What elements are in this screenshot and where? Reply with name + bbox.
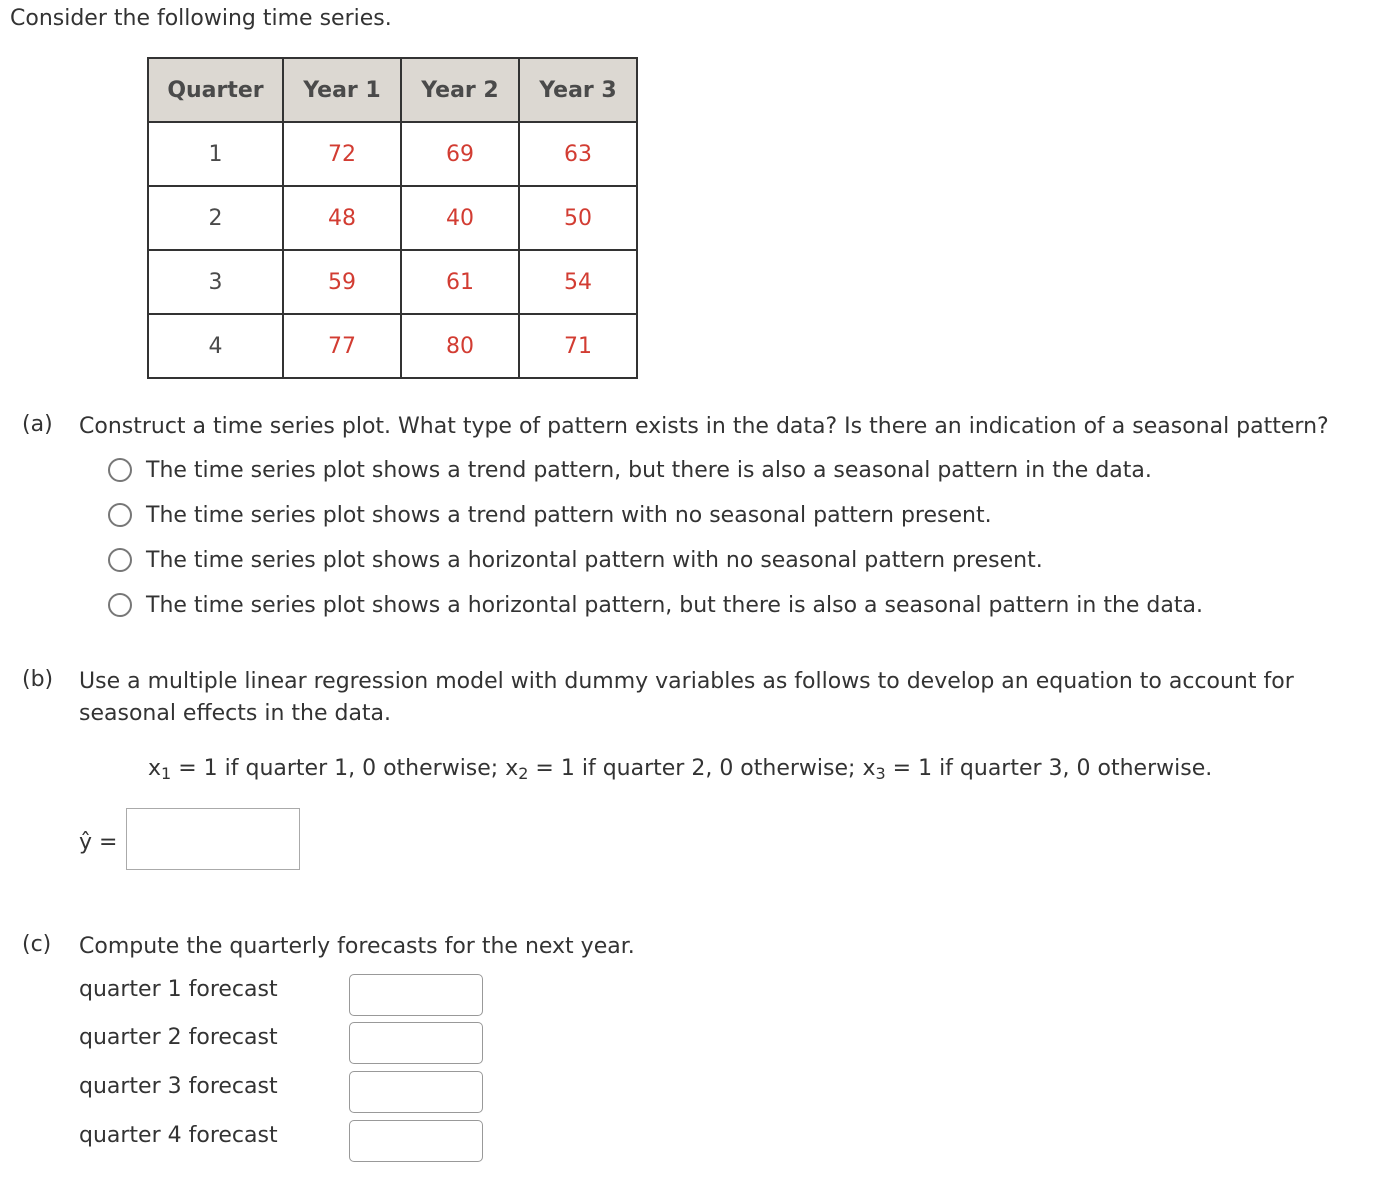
part-a-question: Construct a time series plot. What type of pattern exists in the data? Is there an indication of a seasonal pattern? bbox=[79, 414, 1329, 439]
value-cell: 63 bbox=[519, 122, 637, 186]
radio-button[interactable] bbox=[108, 503, 132, 527]
part-b-question-line1: Use a multiple linear regression model with dummy variables as follows to develop an equation to account for bbox=[79, 669, 1294, 694]
table-header-row bbox=[148, 58, 637, 122]
quarter-cell: 3 bbox=[148, 250, 283, 314]
header-quarter: Quarter bbox=[148, 58, 283, 122]
subscript-1: 1 bbox=[161, 764, 172, 783]
forecast-label-q4: quarter 4 forecast bbox=[79, 1123, 278, 1148]
definition-x3: = 1 if quarter 3, 0 otherwise. bbox=[885, 756, 1213, 781]
table-row bbox=[148, 186, 637, 250]
subscript-3: 3 bbox=[875, 764, 886, 783]
option-a2[interactable] bbox=[108, 501, 992, 529]
option-a1[interactable] bbox=[108, 456, 1152, 484]
option-label: The time series plot shows a trend pattern with no seasonal pattern present. bbox=[146, 502, 992, 528]
quarter-cell: 1 bbox=[148, 122, 283, 186]
table-row bbox=[148, 314, 637, 378]
part-c-question: Compute the quarterly forecasts for the next year. bbox=[79, 934, 635, 959]
option-label: The time series plot shows a horizontal pattern with no seasonal pattern present. bbox=[146, 547, 1043, 573]
definition-x2: = 1 if quarter 2, 0 otherwise; bbox=[528, 756, 863, 781]
value-cell: 48 bbox=[283, 186, 401, 250]
yhat-label: ŷ = bbox=[79, 830, 118, 855]
option-a3[interactable] bbox=[108, 546, 1043, 574]
part-b-question-line2: seasonal effects in the data. bbox=[79, 701, 392, 726]
value-cell: 50 bbox=[519, 186, 637, 250]
x-variable: x bbox=[148, 756, 162, 781]
quarter-cell: 2 bbox=[148, 186, 283, 250]
table-row bbox=[148, 250, 637, 314]
forecast-input-q1[interactable] bbox=[349, 974, 483, 1016]
value-cell: 61 bbox=[401, 250, 519, 314]
part-c-label: (c) bbox=[22, 932, 52, 957]
value-cell: 69 bbox=[401, 122, 519, 186]
time-series-table bbox=[147, 57, 638, 379]
option-label: The time series plot shows a horizontal pattern, but there is also a seasonal pattern in the data. bbox=[146, 592, 1203, 618]
definition-x1: = 1 if quarter 1, 0 otherwise; bbox=[171, 756, 506, 781]
forecast-input-q3[interactable] bbox=[349, 1071, 483, 1113]
x-variable: x bbox=[862, 756, 876, 781]
radio-button[interactable] bbox=[108, 593, 132, 617]
header-year-2: Year 2 bbox=[401, 58, 519, 122]
value-cell: 59 bbox=[283, 250, 401, 314]
table-row bbox=[148, 122, 637, 186]
value-cell: 54 bbox=[519, 250, 637, 314]
dummy-variable-definitions bbox=[148, 756, 1212, 781]
value-cell: 72 bbox=[283, 122, 401, 186]
header-year-1: Year 1 bbox=[283, 58, 401, 122]
option-a4[interactable] bbox=[108, 591, 1203, 619]
forecast-input-q4[interactable] bbox=[349, 1120, 483, 1162]
forecast-label-q1: quarter 1 forecast bbox=[79, 977, 278, 1002]
x-variable: x bbox=[505, 756, 519, 781]
header-year-3: Year 3 bbox=[519, 58, 637, 122]
forecast-label-q2: quarter 2 forecast bbox=[79, 1025, 278, 1050]
radio-button[interactable] bbox=[108, 458, 132, 482]
radio-button[interactable] bbox=[108, 548, 132, 572]
forecast-input-q2[interactable] bbox=[349, 1022, 483, 1064]
value-cell: 77 bbox=[283, 314, 401, 378]
value-cell: 80 bbox=[401, 314, 519, 378]
option-label: The time series plot shows a trend pattern, but there is also a seasonal pattern in the data. bbox=[146, 457, 1152, 483]
value-cell: 71 bbox=[519, 314, 637, 378]
regression-equation-input[interactable] bbox=[126, 808, 300, 870]
subscript-2: 2 bbox=[518, 764, 529, 783]
intro-text: Consider the following time series. bbox=[10, 6, 392, 31]
part-a-label: (a) bbox=[22, 412, 53, 437]
part-b-label: (b) bbox=[22, 667, 54, 692]
quarter-cell: 4 bbox=[148, 314, 283, 378]
value-cell: 40 bbox=[401, 186, 519, 250]
forecast-label-q3: quarter 3 forecast bbox=[79, 1074, 278, 1099]
